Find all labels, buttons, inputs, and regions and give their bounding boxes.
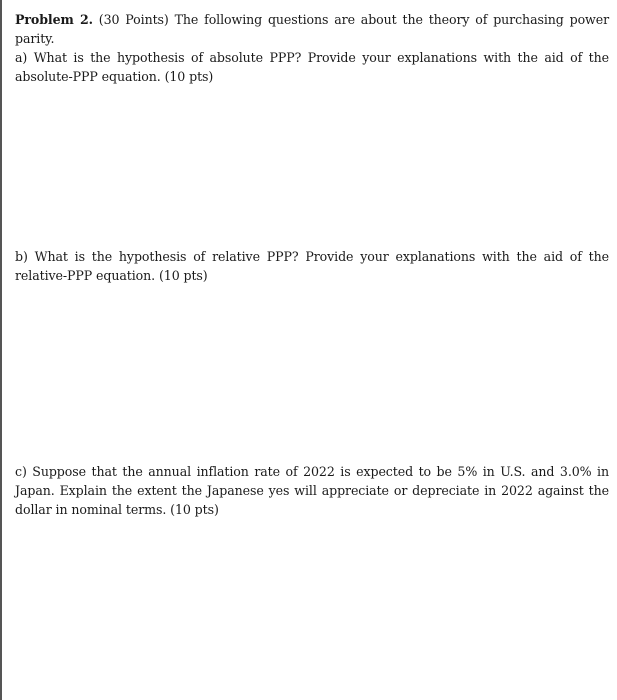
page-left-border [0,0,2,700]
question-a: a) What is the hypothesis of absolute PPP? Provide your explanations with the aid of the absolute-PPP equation. (10 pts) [15,50,609,84]
problem-label: Problem 2. [15,12,93,27]
problem-block [15,10,609,86]
question-b: b) What is the hypothesis of relative PPP? Provide your explanations with the aid of the relative-PPP equation. (10 pts) [15,249,609,283]
problem-intro: (30 Points) The following questions are about the theory of purchasing power parity. [15,12,610,46]
question-c: c) Suppose that the annual inflation rate of 2022 is expected to be 5% in U.S. and 3.0% in Japan. Explain the extent the Japanese yes will appreciate or depreciate in 2022 against the dollar in nominal terms. (10 pts) [15,464,609,517]
